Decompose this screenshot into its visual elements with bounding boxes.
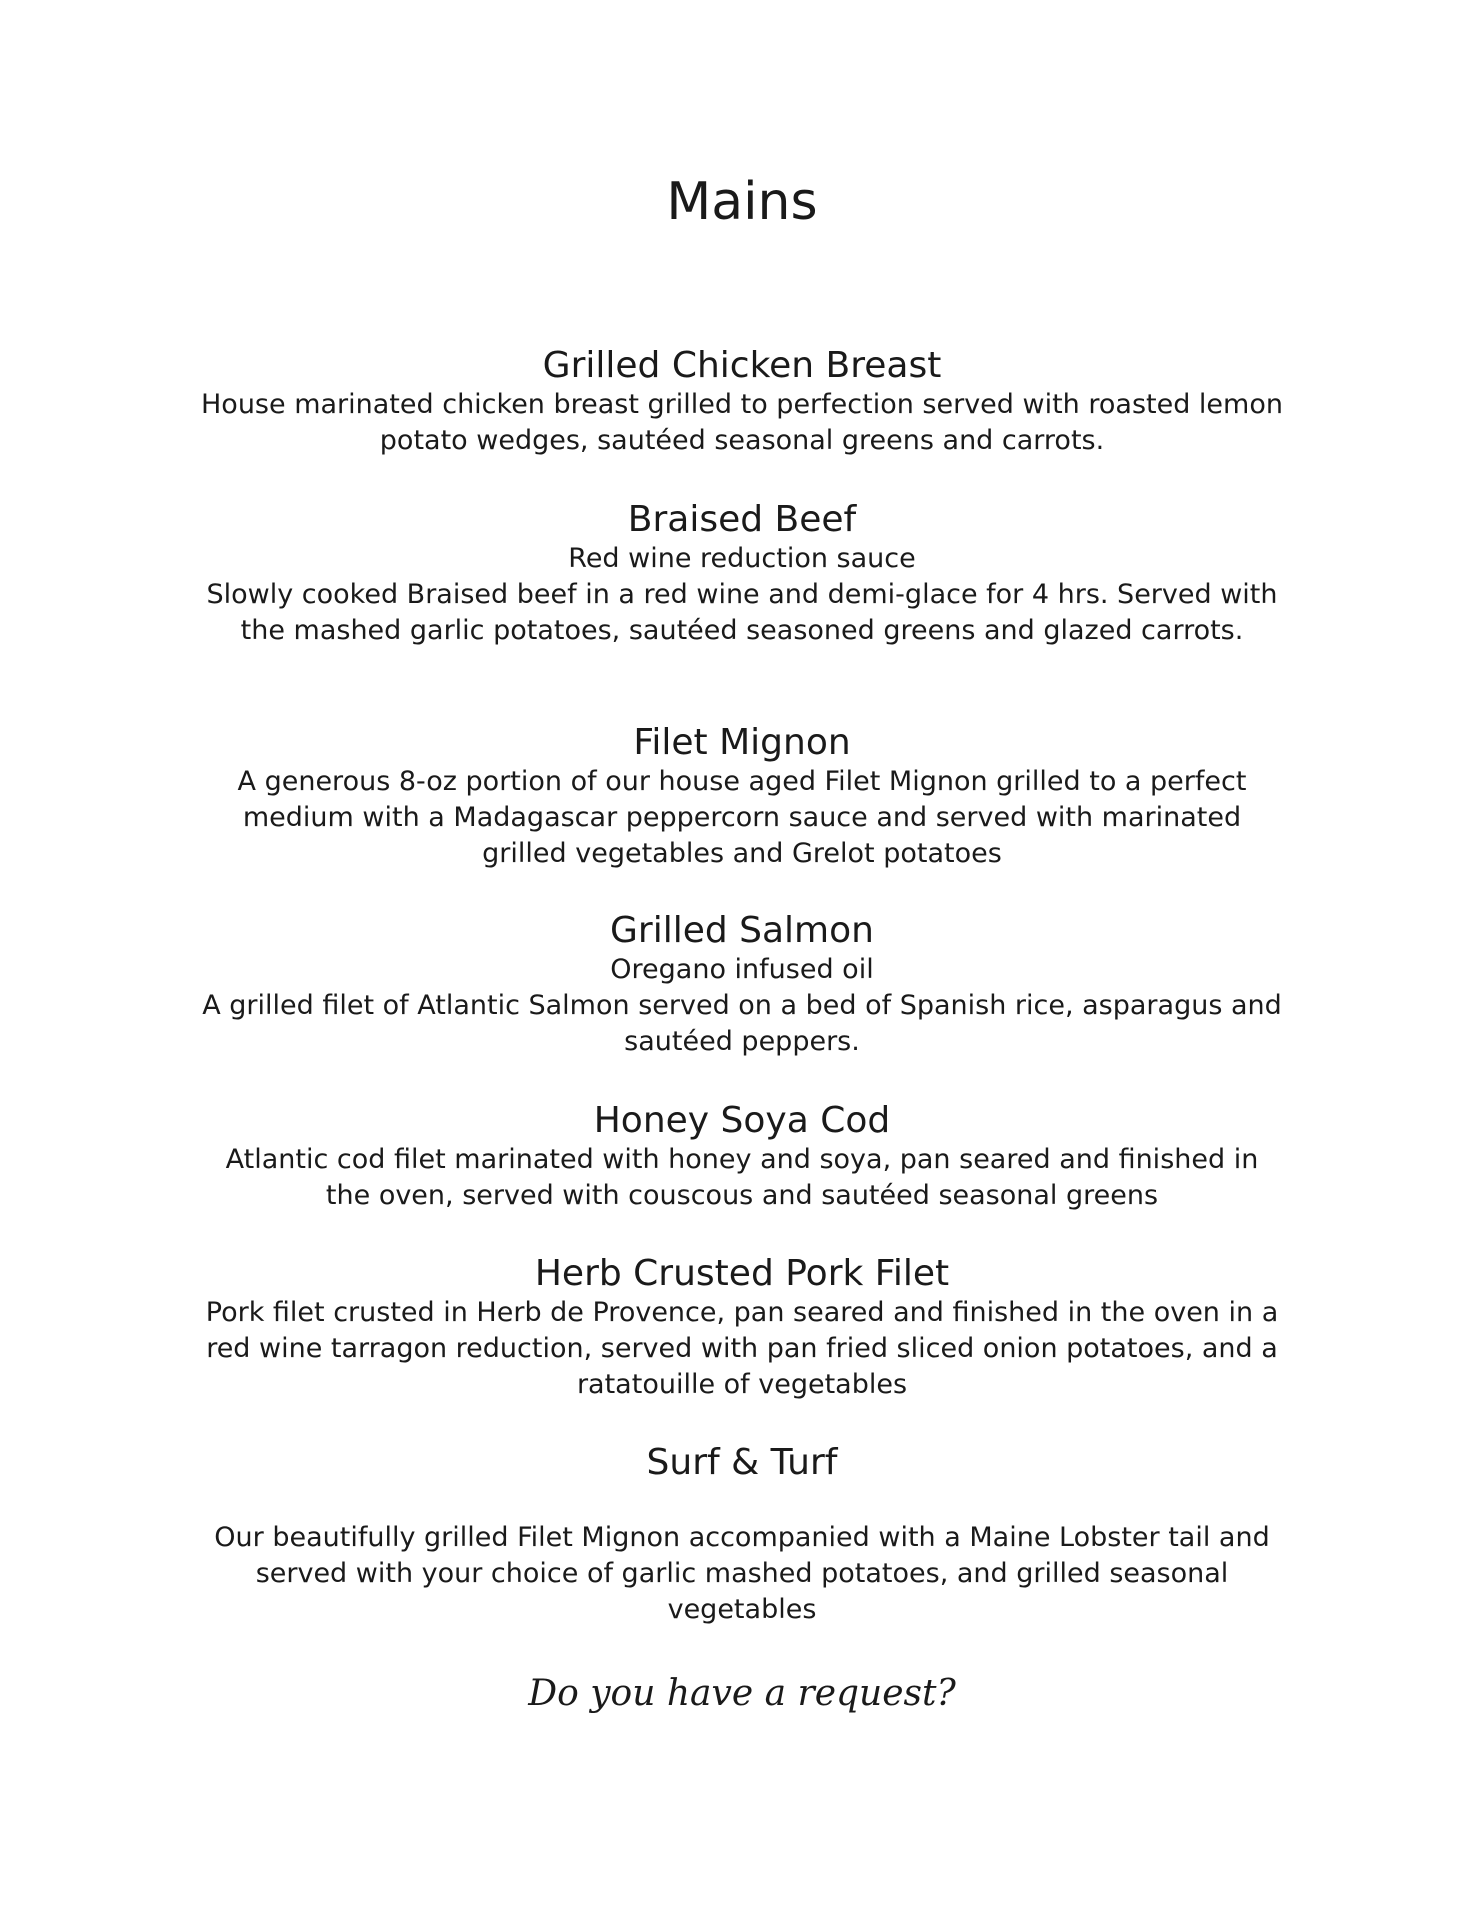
menu-item-braised-beef [200, 499, 1284, 649]
menu-item-name: Filet Mignon [633, 722, 851, 763]
menu-item-subtitle: Oregano infused oil [610, 954, 874, 985]
menu-item-herb-crusted-pork-filet [200, 1253, 1284, 1403]
menu-item-description: Our beautifully grilled Filet Mignon accompanied with a Maine Lobster tail and served with your choice of garlic mashed potatoes, and grilled seasonal vegetables [214, 1522, 1270, 1625]
menu-item-name: Honey Soya Cod [593, 1100, 891, 1141]
menu-item-grilled-salmon [200, 910, 1284, 1060]
menu-item-name: Braised Beef [627, 499, 857, 540]
menu-item-name: Herb Crusted Pork Filet [534, 1253, 950, 1294]
menu-item-description: A generous 8-oz portion of our house aged Filet Mignon grilled to a perfect medium with a Madagascar peppercorn sauce and served with marinated grilled vegetables and Grelot potatoes [237, 766, 1247, 869]
menu-item-surf-and-turf [200, 1442, 1284, 1628]
page-title: Mains [666, 172, 818, 232]
menu-item-description: House marinated chicken breast grilled to perfection served with roasted lemon potato wedges, sautéed seasonal greens and carrots. [201, 389, 1283, 456]
menu-item-subtitle: Red wine reduction sauce [568, 543, 916, 574]
spacer [200, 1484, 1284, 1520]
request-prompt: Do you have a request? [528, 1673, 956, 1714]
menu-item-filet-mignon [200, 722, 1284, 872]
menu-item-name: Grilled Salmon [610, 910, 874, 951]
menu-item-grilled-chicken-breast [200, 345, 1284, 459]
menu-item-description: Slowly cooked Braised beef in a red wine and demi-glace for 4 hrs. Served with the mashed garlic potatoes, sautéed seasoned greens and glazed carrots. [206, 579, 1278, 646]
menu-item-description: Atlantic cod filet marinated with honey and soya, pan seared and finished in the oven, served with couscous and sautéed seasonal greens [225, 1144, 1259, 1211]
menu-item-name: Surf & Turf [646, 1442, 838, 1483]
menu-item-name: Grilled Chicken Breast [542, 345, 942, 386]
menu-item-description: Pork filet crusted in Herb de Provence, pan seared and finished in the oven in a red wine tarragon reduction, served with pan fried sliced onion potatoes, and a ratatouille of vegetables [205, 1297, 1279, 1400]
menu-item-description: A grilled filet of Atlantic Salmon served on a bed of Spanish rice, asparagus and sautéed peppers. [202, 990, 1282, 1057]
menu-item-honey-soya-cod [200, 1100, 1284, 1214]
